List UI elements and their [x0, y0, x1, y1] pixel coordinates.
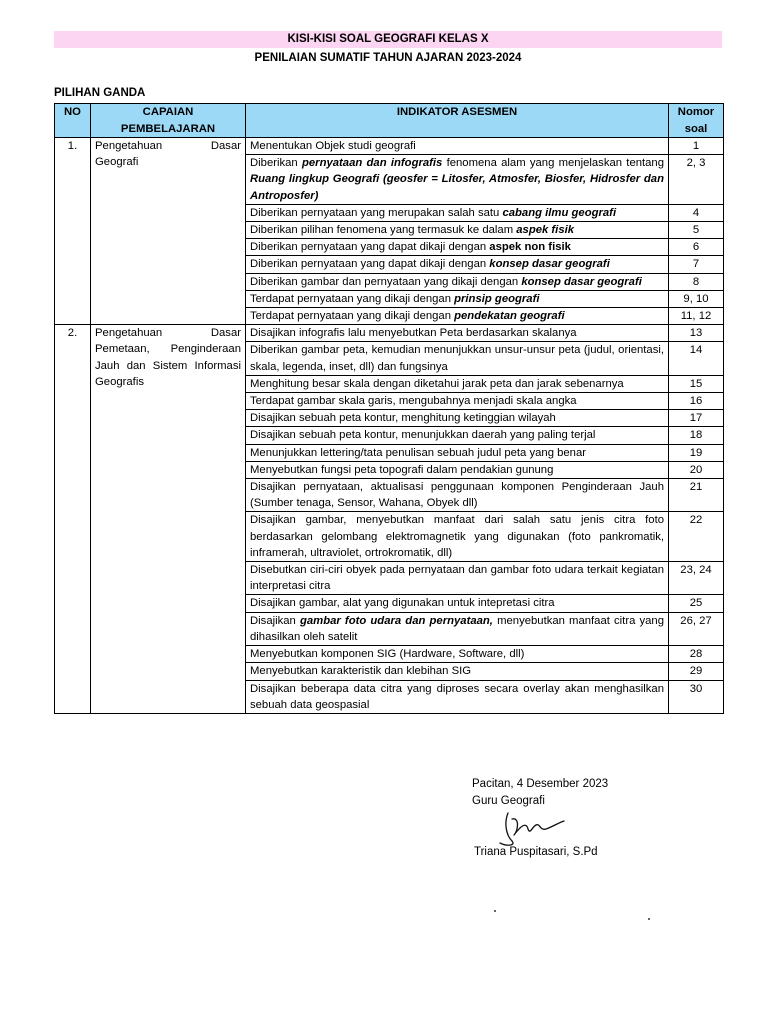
table-row [55, 138, 724, 155]
header-capaian-line2: PEMBELAJARAN [120, 122, 216, 135]
header-nomor [669, 104, 724, 138]
signature-role: Guru Geografi [472, 795, 545, 807]
indikator-text: Disajikan pernyataan, aktualisasi penggunaan komponen Penginderaan Jauh (Sumber tenaga, Sensor, Wahana, Obyek dll) [250, 481, 664, 510]
indikator-text: Diberikan gambar dan pernyataan yang dikaji dengan [250, 275, 522, 288]
nomor-soal: 17 [669, 410, 724, 427]
nomor-soal: 6 [669, 239, 724, 256]
nomor-soal: 18 [669, 427, 724, 444]
nomor-soal: 13 [669, 325, 724, 342]
indikator-text: konsep dasar geografi [521, 275, 642, 288]
indikator-asesmen [246, 512, 669, 562]
indikator-text: cabang ilmu geografi [502, 206, 617, 219]
indikator-text: Disajikan sebuah peta kontur, menghitung ketinggian wilayah [250, 412, 556, 425]
nomor-soal: 23, 24 [669, 562, 724, 595]
indikator-asesmen [246, 410, 669, 427]
nomor-soal: 14 [669, 342, 724, 375]
nomor-soal: 29 [669, 663, 724, 680]
indikator-asesmen [246, 325, 669, 342]
indikator-text: Disajikan gambar, menyebutkan manfaat dari salah satu jenis citra foto berdasarkan gelombang elektromagnetik yang digunakan (foto pankromatik, inframerah, ultraviolet, ortrokromatik, dll) [250, 514, 664, 559]
indikator-asesmen [246, 479, 669, 512]
row-number: 2. [55, 325, 91, 714]
indikator-text: Disajikan sebuah peta kontur, menunjukkan daerah yang paling terjal [250, 429, 596, 442]
nomor-soal: 1 [669, 138, 724, 155]
indikator-text: pendekatan geografi [454, 310, 565, 323]
nomor-soal: 8 [669, 273, 724, 290]
indikator-text: Diberikan [250, 157, 302, 170]
indikator-text: Diberikan gambar peta, kemudian menunjukkan unsur-unsur peta (judul, orientasi, skala, legenda, inset, dll) dan fungsinya [250, 344, 664, 373]
nomor-soal: 19 [669, 444, 724, 461]
indikator-asesmen [246, 663, 669, 680]
indikator-text: fenomena alam yang menjelaskan tentang [442, 157, 664, 170]
indikator-asesmen [246, 256, 669, 273]
signature-place-date: Pacitan, 4 Desember 2023 [472, 778, 609, 790]
nomor-soal: 21 [669, 479, 724, 512]
indikator-asesmen [246, 375, 669, 392]
indikator-asesmen [246, 612, 669, 645]
section-label: PILIHAN GANDA [54, 87, 146, 99]
indikator-text: Diberikan pernyataan yang dapat dikaji dengan [250, 258, 490, 271]
indikator-asesmen [246, 239, 669, 256]
indikator-asesmen [246, 444, 669, 461]
indikator-text: Terdapat pernyataan yang dikaji dengan [250, 310, 455, 323]
document-title: KISI-KISI SOAL GEOGRAFI KELAS X [54, 31, 722, 48]
stray-dot [494, 910, 496, 912]
indikator-text: Menentukan Objek studi geografi [250, 140, 416, 152]
indikator-text: Menunjukkan lettering/tata penulisan sebuah judul peta yang benar [250, 446, 587, 459]
indikator-asesmen [246, 427, 669, 444]
nomor-soal: 16 [669, 393, 724, 410]
indikator-text: prinsip geografi [454, 292, 540, 305]
nomor-soal: 4 [669, 204, 724, 221]
indikator-asesmen [246, 342, 669, 375]
nomor-soal: 25 [669, 595, 724, 612]
indikator-asesmen [246, 308, 669, 325]
indikator-asesmen [246, 680, 669, 713]
indikator-text: Diberikan pernyataan yang dapat dikaji dengan [250, 241, 490, 254]
indikator-text: menyebutkan manfaat citra yang dihasilkan oleh satelit [250, 614, 664, 643]
indikator-text: Menghitung besar skala dengan diketahui jarak peta dan jarak sebenarnya [250, 377, 624, 390]
indikator-asesmen [246, 646, 669, 663]
indikator-asesmen [246, 273, 669, 290]
capaian-pembelajaran: Pengetahuan Dasar Pemetaan, Penginderaan Jauh dan Sistem Informasi Geografis [91, 325, 246, 714]
indikator-asesmen [246, 222, 669, 239]
header-capaian-line1: CAPAIAN [142, 106, 194, 118]
indikator-text: Disajikan beberapa data citra yang diproses secara overlay akan menghasilkan sebuah data geospasial [250, 682, 664, 711]
indikator-text: Menyebutkan komponen SIG (Hardware, Software, dll) [250, 648, 525, 661]
indikator-text: Disebutkan ciri-ciri obyek pada pernyataan dan gambar foto udara terkait kegiatan interpretasi citra [250, 564, 664, 593]
nomor-soal: 26, 27 [669, 612, 724, 645]
nomor-soal: 28 [669, 646, 724, 663]
indikator-text: Terdapat gambar skala garis, mengubahnya menjadi skala angka [250, 395, 577, 408]
nomor-soal: 30 [669, 680, 724, 713]
table-body [55, 138, 724, 714]
stray-dot [648, 918, 650, 920]
indikator-text: Diberikan pernyataan yang merupakan salah satu [250, 206, 503, 219]
table-row [55, 325, 724, 342]
header-indikator: INDIKATOR ASESMEN [246, 104, 669, 138]
indikator-asesmen [246, 290, 669, 307]
nomor-soal: 22 [669, 512, 724, 562]
indikator-text: Diberikan pilihan fenomena yang termasuk ke dalam [250, 224, 517, 237]
indikator-text: Disajikan infografis lalu menyebutkan Peta berdasarkan skalanya [250, 327, 577, 340]
indikator-text: Ruang lingkup Geografi (geosfer = Litosfer, Atmosfer, Biosfer, Hidrosfer dan Antroposfer) [250, 173, 664, 202]
indikator-text: Disajikan [250, 614, 300, 627]
indikator-text: aspek non fisik [489, 241, 571, 254]
indikator-text: aspek fisik [516, 224, 575, 237]
indikator-asesmen [246, 461, 669, 478]
indikator-text: Menyebutkan karakteristik dan klebihan SIG [250, 665, 472, 678]
indikator-asesmen [246, 138, 669, 155]
indikator-text: Menyebutkan fungsi peta topografi dalam pendakian gunung [250, 463, 554, 476]
document-subtitle: PENILAIAN SUMATIF TAHUN AJARAN 2023-2024 [254, 52, 522, 64]
handwritten-signature [486, 809, 566, 849]
nomor-soal: 20 [669, 461, 724, 478]
nomor-soal: 15 [669, 375, 724, 392]
indikator-asesmen [246, 393, 669, 410]
nomor-soal: 11, 12 [669, 308, 724, 325]
nomor-soal: 7 [669, 256, 724, 273]
indikator-asesmen [246, 595, 669, 612]
indikator-text: Terdapat pernyataan yang dikaji dengan [250, 292, 455, 305]
nomor-soal: 5 [669, 222, 724, 239]
indikator-asesmen [246, 562, 669, 595]
row-number: 1. [55, 138, 91, 325]
signature-name: Triana Puspitasari, S.Pd [474, 846, 598, 858]
indikator-text: pernyataan dan infografis [301, 157, 443, 170]
header-no: NO [55, 104, 91, 138]
nomor-soal: 9, 10 [669, 290, 724, 307]
capaian-pembelajaran: Pengetahuan Dasar Geografi [91, 138, 246, 325]
header-nomor-line1: Nomor [677, 106, 715, 118]
header-nomor-line2: soal [684, 122, 708, 135]
indikator-asesmen [246, 204, 669, 221]
indikator-text: konsep dasar geografi [489, 258, 610, 271]
indikator-text: gambar foto udara dan pernyataan, [299, 614, 493, 627]
indikator-asesmen [246, 155, 669, 205]
table-header [55, 104, 724, 138]
header-capaian [91, 104, 246, 138]
kisi-kisi-table [54, 103, 724, 714]
indikator-text: Disajikan gambar, alat yang digunakan untuk intepretasi citra [250, 597, 555, 610]
nomor-soal: 2, 3 [669, 155, 724, 205]
